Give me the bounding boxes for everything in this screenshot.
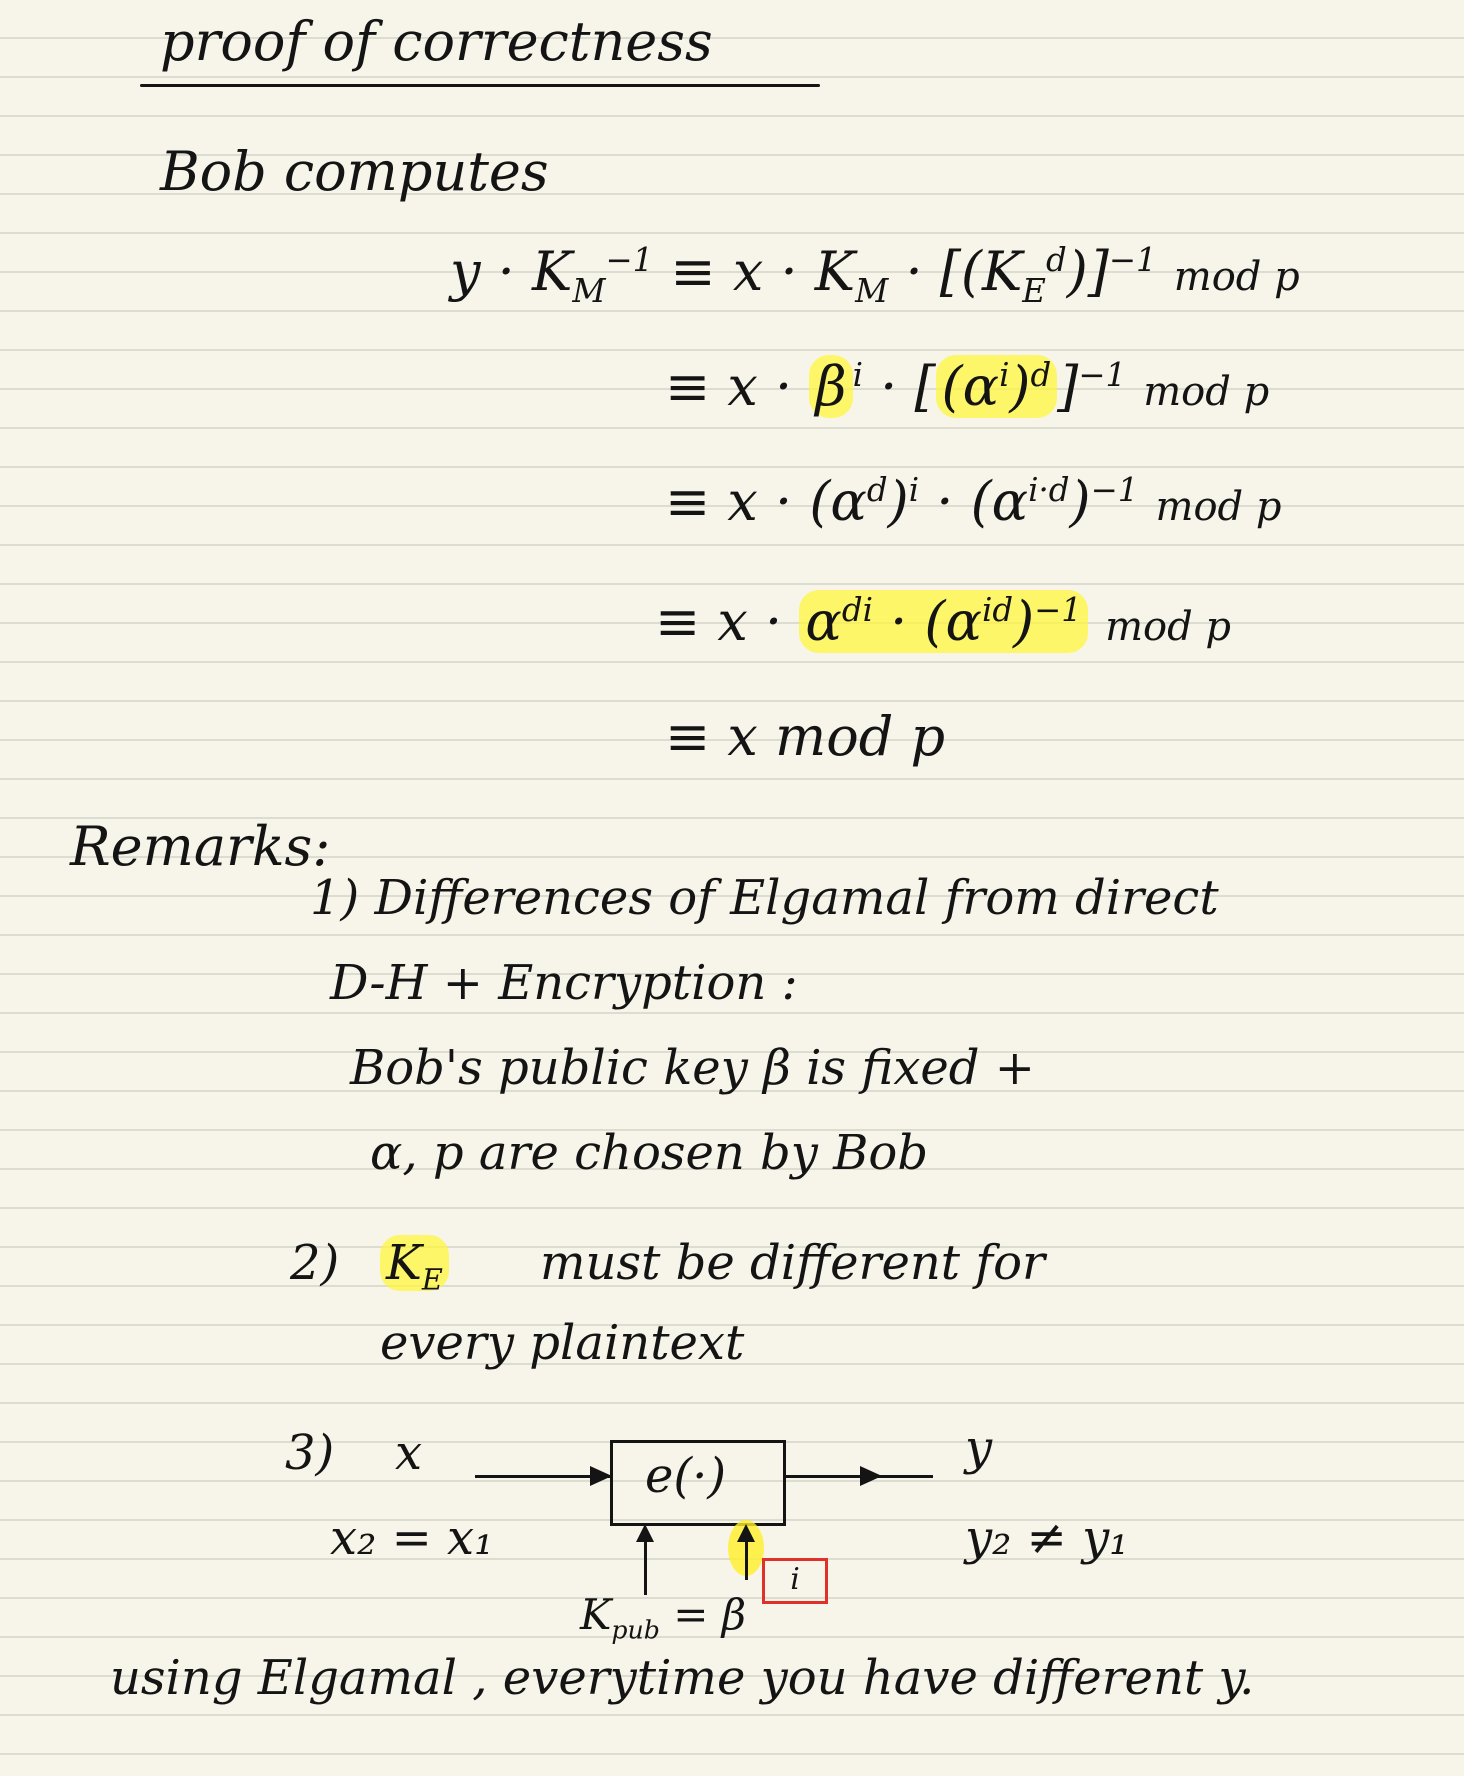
diagram-output-arrow-line bbox=[783, 1475, 933, 1478]
remark-2-number: 2) bbox=[290, 1235, 340, 1291]
ke-highlight: $K_E$ bbox=[380, 1235, 449, 1291]
key-arrow-shaft bbox=[644, 1540, 647, 1595]
equation-line-1: $y \cdot K_M^{-1} \equiv x \cdot K_M \cdot [(K_E^d)]^{-1}$ mod p bbox=[450, 240, 1300, 310]
alpha-power-highlight: $(\alpha^i)^d$ bbox=[936, 355, 1058, 418]
beta-highlight: β bbox=[809, 355, 852, 418]
i-arrow-head bbox=[737, 1524, 755, 1542]
equation-line-4: ≡ $x \cdot \alpha^{di} \cdot (\alpha^{id})^{-1}$ mod p bbox=[655, 590, 1231, 653]
public-key-label: $K_{pub} = \beta$ bbox=[580, 1590, 747, 1645]
remark-2-ke bbox=[380, 1235, 449, 1297]
equation-line-5: ≡ x mod p bbox=[665, 705, 946, 768]
remark-1-line-3: Bob's public key β is fixed + bbox=[350, 1040, 1036, 1096]
random-i-box: i bbox=[762, 1558, 828, 1604]
key-arrow-head bbox=[636, 1524, 654, 1542]
equation-line-2: ≡ x · β $^i$ · [ $(\alpha^i)^d$ ]$^{-1}$ mod p bbox=[665, 355, 1270, 418]
remark-1-line-2: D-H + Encryption : bbox=[330, 955, 798, 1011]
intro-text: Bob computes bbox=[160, 140, 549, 203]
diagram-output-y: y bbox=[965, 1420, 993, 1476]
equation-line-3: ≡ $x \cdot (\alpha^d)^i \cdot (\alpha^{i\cdot d})^{-1}$ mod p bbox=[665, 470, 1282, 533]
i-arrow-shaft bbox=[745, 1540, 748, 1580]
remark-2-line-2: every plaintext bbox=[380, 1315, 745, 1371]
cancel-highlight: $\alpha^{di} \cdot (\alpha^{id})^{-1}$ bbox=[799, 590, 1088, 653]
remark-1-line-4: α, p are chosen by Bob bbox=[370, 1125, 929, 1181]
diagram-input-x: x bbox=[395, 1425, 423, 1481]
diagram-y-not-equal: y₂ ≠ y₁ bbox=[965, 1510, 1129, 1566]
remark-1-line-1: 1) Differences of Elgamal from direct bbox=[310, 870, 1219, 926]
title-underline bbox=[140, 84, 820, 87]
encryption-function-label: e(·) bbox=[645, 1448, 727, 1504]
remark-3-number: 3) bbox=[285, 1425, 335, 1481]
remark-2-text: must be different for bbox=[540, 1235, 1045, 1291]
conclusion-text: using Elgamal , everytime you have different y. bbox=[110, 1650, 1255, 1706]
remarks-heading: Remarks: bbox=[70, 815, 331, 878]
diagram-x-equal: x₂ = x₁ bbox=[330, 1510, 494, 1566]
page-title: proof of correctness bbox=[160, 10, 713, 73]
diagram-output-arrow-head bbox=[860, 1466, 882, 1486]
diagram-input-arrow-head bbox=[590, 1466, 612, 1486]
